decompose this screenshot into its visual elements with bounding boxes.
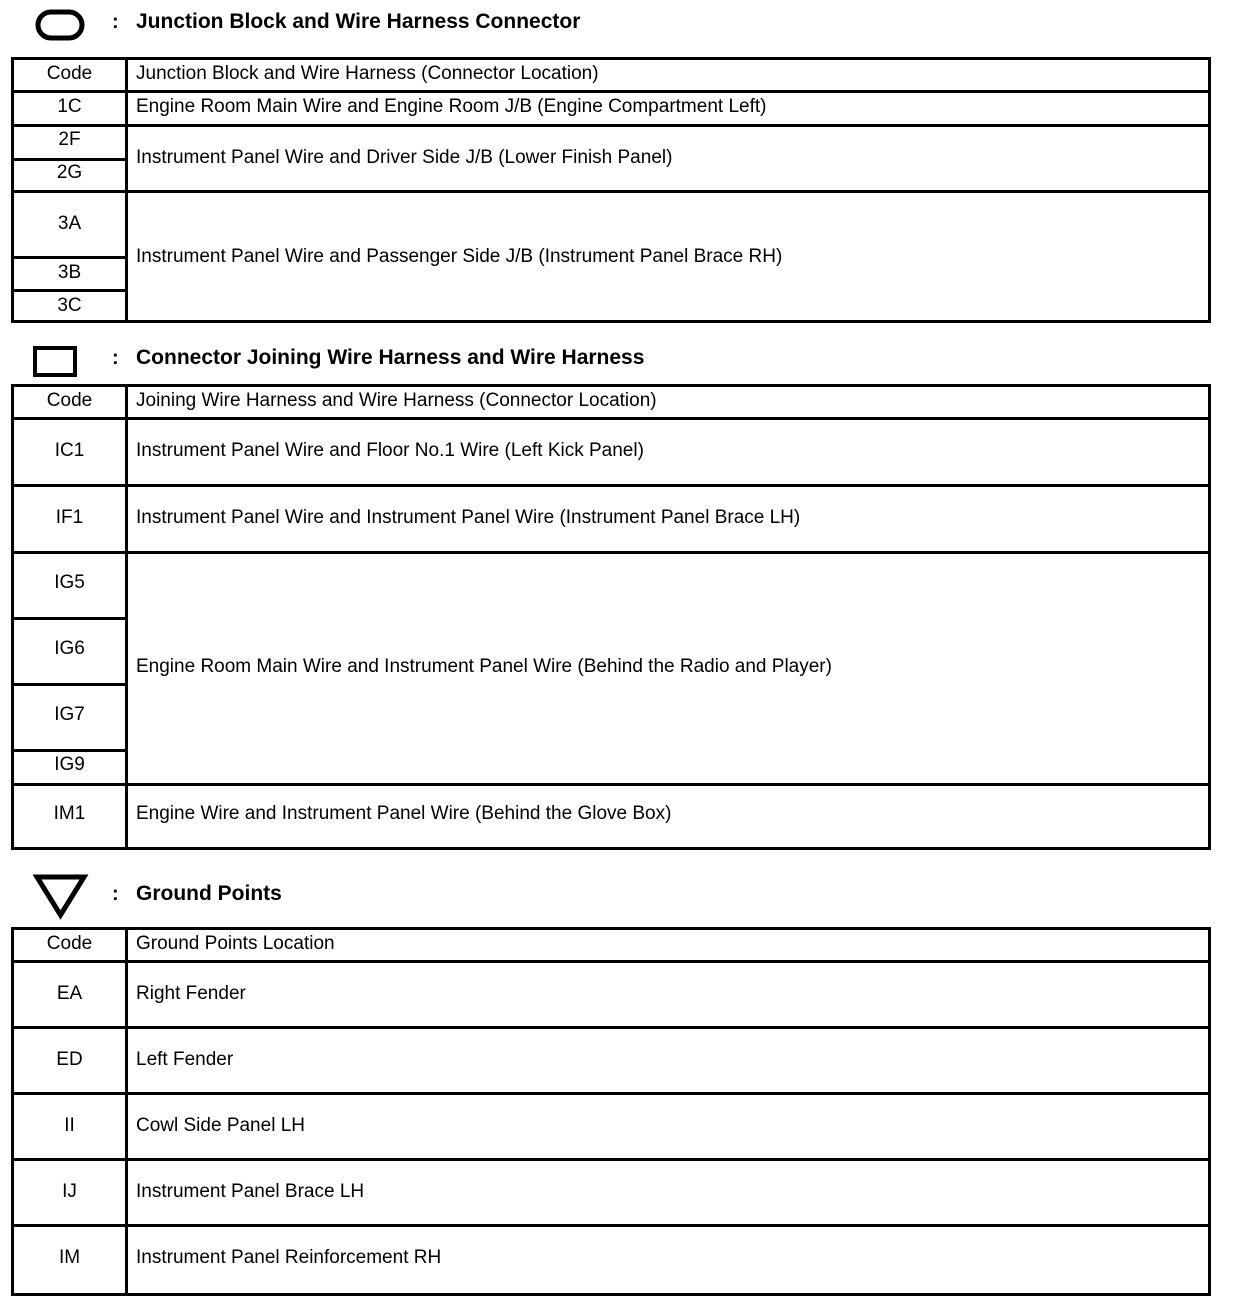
row-code: IG6 [54, 638, 85, 659]
table-row [14, 93, 1208, 124]
header-code: Code [46, 390, 93, 411]
table-row [14, 420, 1208, 484]
row-code: IG7 [54, 704, 85, 725]
row-description: Right Fender [136, 983, 246, 1004]
table-header-row [14, 930, 1208, 960]
rectangle-icon [32, 344, 80, 380]
row-code: IJ [62, 1181, 77, 1202]
table-row [14, 1095, 1208, 1158]
row-code: IM [58, 1247, 81, 1268]
row-description: Instrument Panel Brace LH [136, 1181, 365, 1202]
row-code: IM1 [53, 803, 86, 824]
row-description: Left Fender [136, 1049, 234, 1070]
table-row [14, 127, 1208, 190]
ground-points-table [11, 927, 1211, 1296]
row-description: Instrument Panel Wire and Instrument Panel Wire (Instrument Panel Brace LH) [136, 507, 801, 528]
table-row [14, 554, 1208, 783]
row-code: IC1 [54, 440, 85, 461]
row-description: Instrument Panel Wire and Floor No.1 Wire (Left Kick Panel) [136, 440, 644, 461]
header-description: Ground Points Location [136, 933, 335, 954]
section-heading: Connector Joining Wire Harness and Wire Harness [136, 346, 645, 369]
section-title-connector-joining [0, 342, 1248, 382]
table-header-row [14, 60, 1208, 90]
row-code: II [64, 1115, 75, 1136]
table-header-row [14, 387, 1208, 417]
section-colon: : [112, 11, 119, 33]
row-code: 3C [57, 295, 82, 316]
header-description: Joining Wire Harness and Wire Harness (Connector Location) [136, 390, 657, 411]
row-description: Instrument Panel Wire and Driver Side J/B (Lower Finish Panel) [136, 147, 673, 168]
down-triangle-icon [32, 872, 90, 920]
junction-block-table [11, 57, 1211, 323]
section-colon: : [112, 347, 119, 369]
rounded-oval-icon [34, 8, 86, 42]
section-colon: : [112, 883, 119, 905]
table-row [14, 963, 1208, 1026]
header-code: Code [46, 933, 93, 954]
section-heading: Ground Points [136, 882, 282, 905]
row-description: Engine Room Main Wire and Engine Room J/B (Engine Compartment Left) [136, 96, 767, 117]
row-description: Cowl Side Panel LH [136, 1115, 305, 1136]
table-row [14, 786, 1208, 847]
row-code: 3A [57, 213, 82, 234]
table-row [14, 487, 1208, 551]
table-row [14, 193, 1208, 320]
row-description: Engine Room Main Wire and Instrument Panel Wire (Behind the Radio and Player) [136, 656, 832, 677]
row-description: Instrument Panel Reinforcement RH [136, 1247, 442, 1268]
header-description: Junction Block and Wire Harness (Connector Location) [136, 63, 599, 84]
row-description: Engine Wire and Instrument Panel Wire (Behind the Glove Box) [136, 803, 672, 824]
row-code: IG9 [54, 754, 85, 775]
row-code: 2F [58, 129, 81, 150]
connector-joining-table [11, 384, 1211, 850]
table-row [14, 1161, 1208, 1224]
table-row [14, 1029, 1208, 1092]
row-description: Instrument Panel Wire and Passenger Side J/B (Instrument Panel Brace RH) [136, 246, 783, 267]
header-code: Code [46, 63, 93, 84]
row-code: 2G [56, 162, 83, 183]
section-title-junction-block [0, 6, 1248, 46]
row-code: IF1 [55, 507, 84, 528]
table-row [14, 1227, 1208, 1293]
row-code: 3B [57, 262, 82, 283]
section-heading: Junction Block and Wire Harness Connector [136, 10, 581, 33]
row-code: ED [56, 1049, 83, 1070]
row-code: EA [56, 983, 83, 1004]
row-code: IG5 [54, 572, 85, 593]
row-code: 1C [57, 96, 82, 117]
section-title-ground-points [0, 872, 1248, 912]
